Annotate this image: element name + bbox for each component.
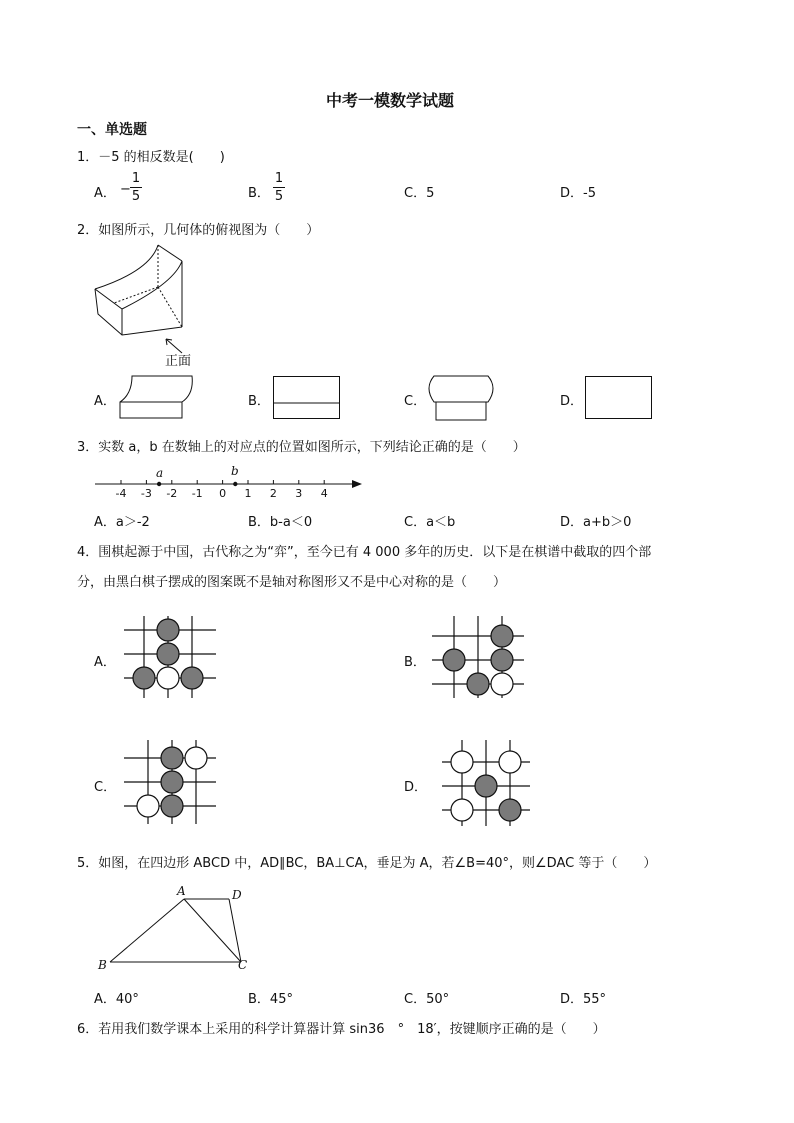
q1-b-numerator: 1 bbox=[274, 171, 284, 186]
q3-point-b-label: b bbox=[231, 464, 239, 478]
q5-label-b: B bbox=[98, 958, 107, 972]
q4-stem-line-1: 4．围棋起源于中国，古代称之为“弈”，至今已有 4 000 多年的历史．以下是在棋谱中截取的四个部 bbox=[77, 545, 652, 560]
black-stone bbox=[499, 799, 521, 821]
q5-option-c: C．50° bbox=[404, 992, 450, 1007]
q1-b-denominator: 5 bbox=[274, 189, 284, 204]
q4-board-a bbox=[120, 612, 220, 702]
number-line-tick-label: 1 bbox=[244, 487, 252, 500]
q5-option-b: B．45° bbox=[248, 992, 293, 1007]
q1-option-a-sign: − bbox=[120, 182, 131, 197]
q4-board-d bbox=[438, 738, 538, 828]
white-stone bbox=[451, 799, 473, 821]
q2-option-d-figure bbox=[585, 376, 655, 420]
point-b-dot bbox=[233, 482, 237, 486]
black-stone bbox=[491, 625, 513, 647]
q3-point-a-label: a bbox=[156, 466, 164, 480]
q1-option-a-fraction bbox=[130, 170, 142, 205]
white-stone bbox=[137, 795, 159, 817]
q1-option-b-fraction bbox=[273, 170, 285, 205]
q2-solid-figure bbox=[90, 243, 200, 363]
q2-option-a-label: A． bbox=[94, 394, 116, 409]
q1-option-c: C．5 bbox=[404, 186, 435, 201]
q4-board-b bbox=[428, 612, 528, 702]
q4-stem-line-2: 分，由黑白棋子摆成的图案既不是轴对称图形又不是中心对称的是（ ） bbox=[77, 575, 507, 590]
q2-option-c-figure bbox=[428, 374, 498, 422]
white-stone bbox=[157, 667, 179, 689]
q4-option-a-label: A． bbox=[94, 655, 116, 670]
q3-stem: 3．实数 a，b 在数轴上的对应点的位置如图所示，下列结论正确的是（ ） bbox=[77, 440, 526, 455]
number-line-tick-label: -2 bbox=[166, 487, 178, 500]
number-line-tick-label: -3 bbox=[140, 487, 152, 500]
q5-stem: 5．如图，在四边形 ABCD 中，AD∥BC，BA⊥CA，垂足为 A，若∠B=40°，则∠DAC 等于（ ） bbox=[77, 856, 657, 871]
q3-option-d: D．a+b＞0 bbox=[560, 515, 632, 530]
q4-board-c bbox=[120, 738, 220, 828]
number-line-tick-label: 2 bbox=[269, 487, 277, 500]
q2-front-label: 正面 bbox=[165, 354, 192, 369]
q2-stem: 2．如图所示，几何体的俯视图为（ ） bbox=[77, 223, 320, 238]
white-stone bbox=[499, 751, 521, 773]
q1-a-denominator: 5 bbox=[131, 189, 141, 204]
black-stone bbox=[181, 667, 203, 689]
q1-option-a-label: A． bbox=[94, 186, 116, 201]
black-stone bbox=[467, 673, 489, 695]
q2-option-b-label: B． bbox=[248, 394, 270, 409]
white-stone bbox=[185, 747, 207, 769]
black-stone bbox=[491, 649, 513, 671]
number-line-tick-label: -1 bbox=[191, 487, 203, 500]
q5-option-d: D．55° bbox=[560, 992, 607, 1007]
page-title: 中考一模数学试题 bbox=[326, 91, 455, 110]
q5-label-c: C bbox=[238, 958, 248, 972]
q5-option-a: A．40° bbox=[94, 992, 139, 1007]
black-stone bbox=[161, 747, 183, 769]
q3-option-b: B．b-a＜0 bbox=[248, 515, 313, 530]
number-line-tick-label: 0 bbox=[219, 487, 227, 500]
black-stone bbox=[157, 643, 179, 665]
q4-option-d-label: D． bbox=[404, 780, 428, 795]
black-stone bbox=[157, 619, 179, 641]
q2-option-d-label: D． bbox=[560, 394, 584, 409]
white-stone bbox=[451, 751, 473, 773]
q5-label-a: A bbox=[177, 884, 186, 898]
white-stone bbox=[491, 673, 513, 695]
q3-option-a: A．a＞-2 bbox=[94, 515, 150, 530]
q2-option-c-label: C． bbox=[404, 394, 427, 409]
black-stone bbox=[443, 649, 465, 671]
black-stone bbox=[133, 667, 155, 689]
number-line-arrow bbox=[352, 480, 362, 488]
q1-a-numerator: 1 bbox=[131, 171, 141, 186]
section-heading: 一、单选题 bbox=[77, 122, 147, 138]
q2-option-a-figure bbox=[118, 374, 198, 420]
number-line-tick-label: 3 bbox=[295, 487, 303, 500]
q4-option-b-label: B． bbox=[404, 655, 426, 670]
black-stone bbox=[161, 771, 183, 793]
q2-option-b-figure bbox=[273, 376, 343, 420]
q3-option-c: C．a＜b bbox=[404, 515, 456, 530]
q1-option-d: D．-5 bbox=[560, 186, 596, 201]
q4-option-c-label: C． bbox=[94, 780, 117, 795]
q5-label-d: D bbox=[232, 888, 242, 902]
q1-stem: 1．－5 的相反数是( ) bbox=[77, 150, 225, 165]
black-stone bbox=[475, 775, 497, 797]
number-line-tick-label: -4 bbox=[115, 487, 127, 500]
number-line-tick-label: 4 bbox=[320, 487, 328, 500]
point-a-dot bbox=[157, 482, 161, 486]
q6-stem: 6．若用我们数学课本上采用的科学计算器计算 sin36 ° 18′，按键顺序正确的是（ ） bbox=[77, 1022, 606, 1037]
q1-option-b-label: B． bbox=[248, 186, 270, 201]
q3-number-line bbox=[0, 460, 794, 500]
black-stone bbox=[161, 795, 183, 817]
